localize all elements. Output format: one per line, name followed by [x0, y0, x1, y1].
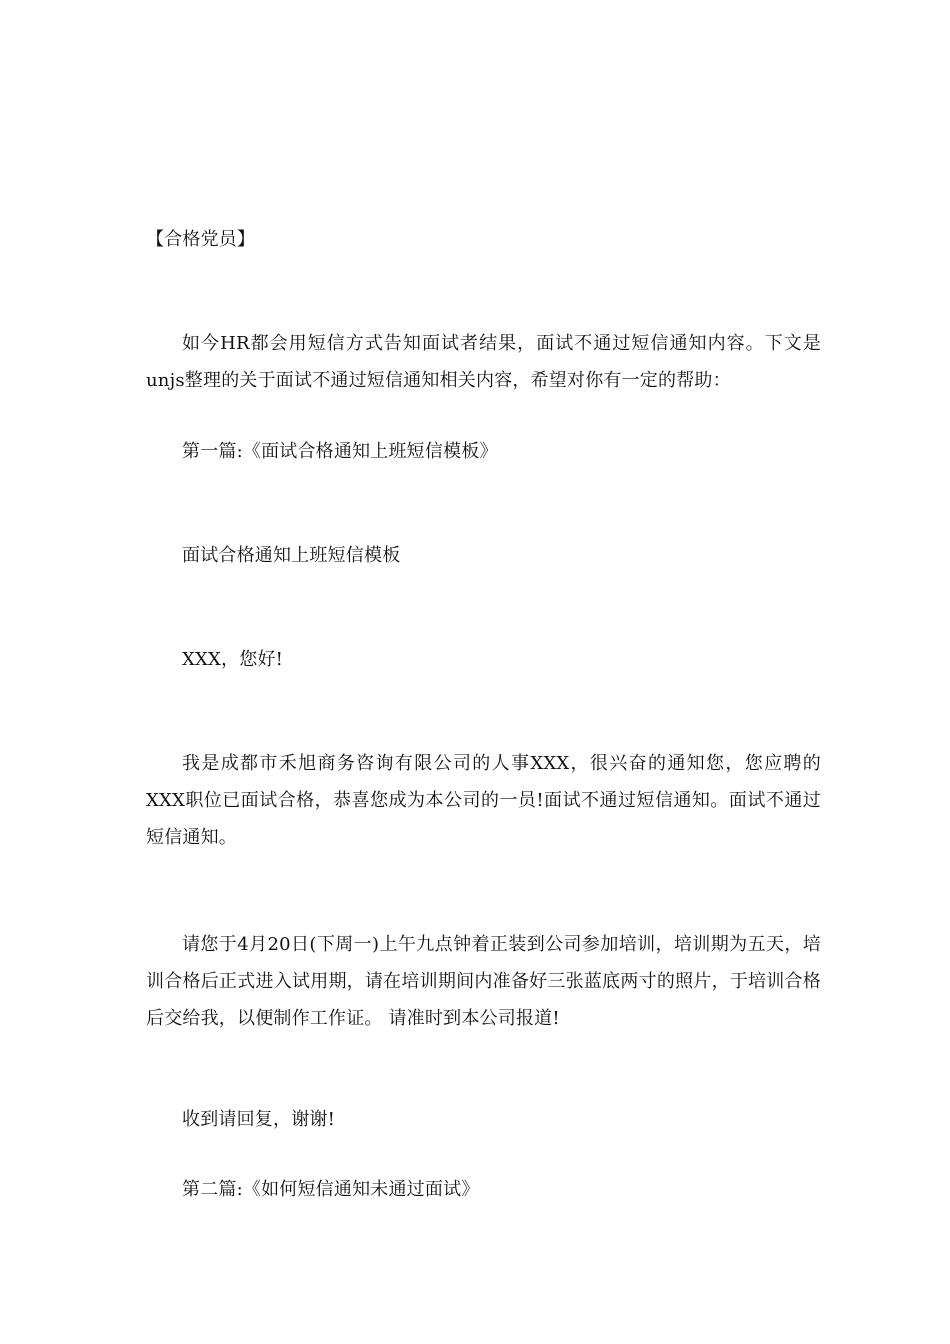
article1-title: 第一篇:《面试合格通知上班短信模板》	[182, 441, 498, 462]
article2-title: 第二篇:《如何短信通知未通过面试》	[182, 1179, 480, 1200]
intro-paragraph: 如今HR都会用短信方式告知面试者结果，面试不通过短信通知内容。下文是unjs整理的关于面试不通过短信通知相关内容，希望对你有一定的帮助：	[146, 333, 821, 391]
greeting-line: XXX，您好!	[182, 649, 284, 670]
reply-line: 收到请回复，谢谢!	[182, 1109, 336, 1130]
training-paragraph: 请您于4月20日(下周一)上午九点钟着正装到公司参加培训，培训期为五天，培训合格后正式进入试用期，请在培训期间内准备好三张蓝底两寸的照片，于培训合格后交给我，以便制作工作证。 请准时到本公司报道!	[146, 934, 821, 1029]
notification-paragraph: 我是成都市禾旭商务咨询有限公司的人事XXX，很兴奋的通知您，您应聘的XXX职位已面试合格，恭喜您成为本公司的一员!面试不通过短信通知。面试不通过短信通知。	[146, 753, 821, 848]
document-heading: 【合格党员】	[146, 229, 256, 250]
template-title: 面试合格通知上班短信模板	[182, 545, 401, 566]
